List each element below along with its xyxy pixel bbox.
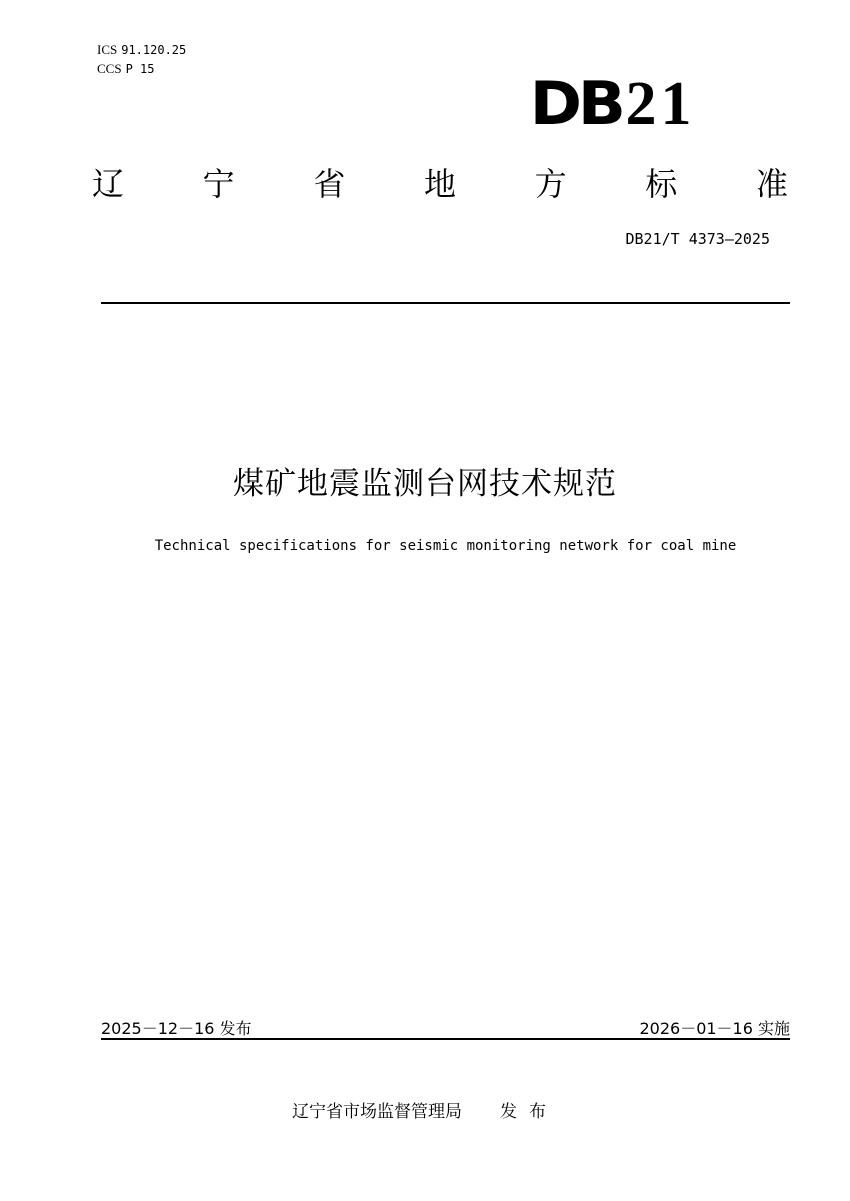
heading-char: 地: [423, 165, 456, 203]
title-chinese: 煤矿地震监测台网技术规范: [233, 466, 617, 502]
date-row: [101, 1016, 790, 1038]
issuer-line: [0, 1097, 850, 1122]
issuer-action: 发布: [500, 1102, 558, 1122]
release-date: 2025－12－16 发布: [101, 1018, 252, 1038]
logo-letters: DB: [529, 69, 622, 139]
top-divider: [101, 302, 790, 304]
ccs-label: CCS: [97, 61, 122, 76]
ccs-line: [97, 60, 154, 78]
ics-code: 91.120.25: [121, 43, 187, 57]
heading-char: 方: [534, 165, 567, 203]
ics-label: ICS: [97, 42, 118, 57]
heading-char: 准: [755, 165, 788, 203]
heading-char: 标: [645, 165, 678, 203]
db21-logo: [529, 69, 722, 139]
implement-date: 2026－01－16 实施: [639, 1018, 790, 1038]
bottom-divider: [101, 1038, 790, 1040]
logo-number: 21: [625, 70, 696, 138]
standard-number: DB21/T 4373—2025: [625, 230, 770, 248]
standard-type-heading: [92, 162, 788, 206]
ics-line: [97, 41, 186, 59]
title-english: Technical specifications for seismic monitoring network for coal mine: [154, 538, 737, 554]
issuer-name: 辽宁省市场监督管理局: [292, 1102, 462, 1122]
heading-char: 辽: [92, 165, 125, 203]
heading-char: 宁: [202, 165, 235, 203]
heading-char: 省: [313, 165, 346, 203]
ccs-code: P 15: [125, 62, 155, 76]
